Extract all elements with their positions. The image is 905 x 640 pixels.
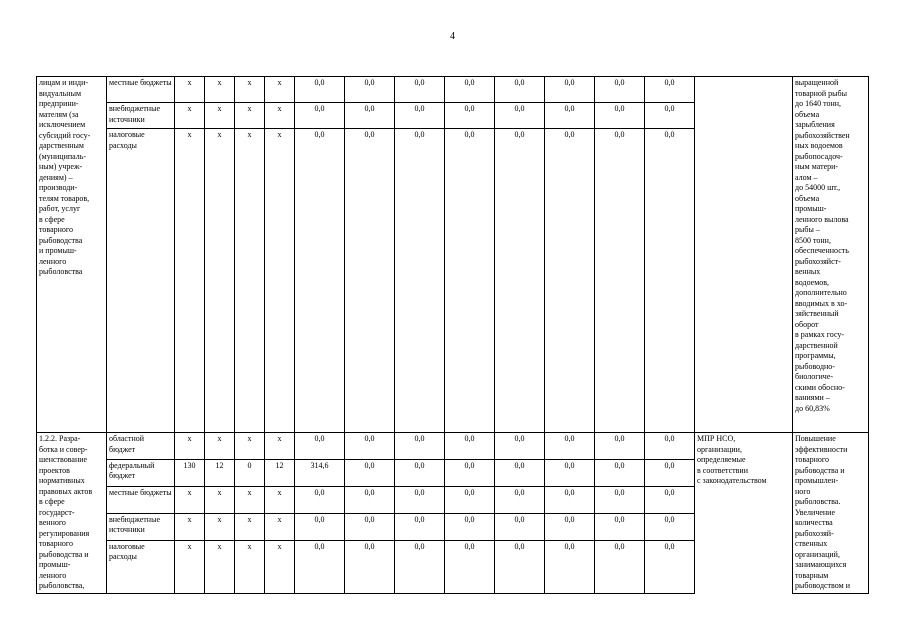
amount-value: 0,0 bbox=[295, 77, 345, 103]
amount-value: 0,0 bbox=[495, 513, 545, 540]
budget-code: x bbox=[175, 103, 205, 129]
budget-code: x bbox=[235, 129, 265, 433]
budget-code: x bbox=[175, 129, 205, 433]
amount-value: 0,0 bbox=[445, 103, 495, 129]
amount-value: 0,0 bbox=[345, 129, 395, 433]
amount-value: 0,0 bbox=[595, 513, 645, 540]
budget-code: x bbox=[175, 486, 205, 513]
budget-code: 130 bbox=[175, 459, 205, 486]
amount-value: 0,0 bbox=[395, 513, 445, 540]
budget-code: x bbox=[205, 103, 235, 129]
amount-value: 0,0 bbox=[645, 540, 695, 593]
executor: МПР НСО, организации, определяемые в соответствии с законодательством bbox=[695, 433, 793, 594]
budget-code: x bbox=[235, 513, 265, 540]
amount-value: 0,0 bbox=[545, 513, 595, 540]
budget-code: x bbox=[205, 77, 235, 103]
funding-source: налоговые расходы bbox=[107, 129, 175, 433]
amount-value: 0,0 bbox=[295, 433, 345, 460]
amount-value: 0,0 bbox=[595, 486, 645, 513]
budget-code: x bbox=[205, 486, 235, 513]
budget-code: x bbox=[235, 77, 265, 103]
budget-code: 12 bbox=[265, 459, 295, 486]
amount-value: 0,0 bbox=[495, 433, 545, 460]
budget-code: x bbox=[265, 433, 295, 460]
amount-value: 0,0 bbox=[495, 459, 545, 486]
budget-code: x bbox=[175, 433, 205, 460]
amount-value: 0,0 bbox=[595, 103, 645, 129]
budget-code: x bbox=[205, 513, 235, 540]
budget-code: 0 bbox=[235, 459, 265, 486]
table-row bbox=[37, 77, 869, 103]
amount-value: 0,0 bbox=[395, 103, 445, 129]
amount-value: 0,0 bbox=[595, 433, 645, 460]
amount-value: 0,0 bbox=[595, 459, 645, 486]
amount-value: 0,0 bbox=[345, 513, 395, 540]
amount-value: 0,0 bbox=[545, 486, 595, 513]
amount-value: 0,0 bbox=[645, 459, 695, 486]
budget-code: x bbox=[235, 540, 265, 593]
amount-value: 0,0 bbox=[395, 129, 445, 433]
amount-value: 0,0 bbox=[595, 129, 645, 433]
budget-code: x bbox=[175, 77, 205, 103]
budget-code: 12 bbox=[205, 459, 235, 486]
amount-value: 0,0 bbox=[645, 103, 695, 129]
expected-result: выращенной товарной рыбы до 1640 тонн, объема зарыбления рыбохозяйствен ных водоемов рыбопосадоч- ным матери- алом – до 54000 шт., объема промыш- ленного вылова рыбы – 8500 тонн, обеспеченность рыбохозяйст- венных водоемов, дополнительно вводимых в хо- зяйственный оборот в рамках госу- дарственной программы, рыбоводно- биологиче- скими обосно- ваниями – до 60,83% bbox=[793, 77, 869, 433]
amount-value: 0,0 bbox=[595, 77, 645, 103]
executor bbox=[695, 77, 793, 433]
amount-value: 0,0 bbox=[445, 129, 495, 433]
amount-value: 314,6 bbox=[295, 459, 345, 486]
amount-value: 0,0 bbox=[345, 540, 395, 593]
amount-value: 0,0 bbox=[395, 540, 445, 593]
page-number: 4 bbox=[450, 31, 455, 42]
amount-value: 0,0 bbox=[495, 103, 545, 129]
amount-value: 0,0 bbox=[495, 129, 545, 433]
amount-value: 0,0 bbox=[545, 129, 595, 433]
amount-value: 0,0 bbox=[345, 77, 395, 103]
amount-value: 0,0 bbox=[295, 486, 345, 513]
budget-code: x bbox=[235, 103, 265, 129]
measure-description: 1.2.2. Разра- ботка и совер- шенствование проектов нормативных правовых актов в сфере государст- венного регулирования товарного рыбоводства и промыш- ленного рыболовства, bbox=[37, 433, 107, 594]
amount-value: 0,0 bbox=[345, 433, 395, 460]
amount-value: 0,0 bbox=[345, 486, 395, 513]
amount-value: 0,0 bbox=[295, 103, 345, 129]
amount-value: 0,0 bbox=[445, 540, 495, 593]
amount-value: 0,0 bbox=[645, 129, 695, 433]
amount-value: 0,0 bbox=[445, 513, 495, 540]
amount-value: 0,0 bbox=[395, 77, 445, 103]
budget-code: x bbox=[265, 103, 295, 129]
table-row bbox=[37, 433, 869, 460]
amount-value: 0,0 bbox=[545, 103, 595, 129]
amount-value: 0,0 bbox=[445, 486, 495, 513]
funding-source: налоговые расходы bbox=[107, 540, 175, 593]
budget-table bbox=[36, 76, 869, 594]
amount-value: 0,0 bbox=[395, 459, 445, 486]
budget-code: x bbox=[265, 77, 295, 103]
measure-description: лицам и инди- видуальным предприни- мателям (за исключением субсидий госу- дарственным (муниципаль- ным) учреж- дениям) – производи- телям товаров, работ, услуг в сфере товарного рыбоводства и промыш- ленного рыболовства bbox=[37, 77, 107, 433]
amount-value: 0,0 bbox=[495, 77, 545, 103]
budget-code: x bbox=[265, 129, 295, 433]
amount-value: 0,0 bbox=[295, 513, 345, 540]
budget-code: x bbox=[265, 540, 295, 593]
amount-value: 0,0 bbox=[445, 459, 495, 486]
amount-value: 0,0 bbox=[545, 433, 595, 460]
budget-code: x bbox=[265, 513, 295, 540]
expected-result: Повышение эффективности товарного рыбоводства и промышлен- ного рыболовства. Увеличение количества рыбохозяй- ственных организаций, занимающихся товарным рыбоводством и bbox=[793, 433, 869, 594]
funding-source: внебюджетные источники bbox=[107, 513, 175, 540]
amount-value: 0,0 bbox=[445, 433, 495, 460]
funding-source: федеральный бюджет bbox=[107, 459, 175, 486]
amount-value: 0,0 bbox=[545, 77, 595, 103]
funding-source: областной бюджет bbox=[107, 433, 175, 460]
budget-code: x bbox=[235, 433, 265, 460]
budget-code: x bbox=[205, 540, 235, 593]
amount-value: 0,0 bbox=[645, 77, 695, 103]
funding-source: местные бюджеты bbox=[107, 486, 175, 513]
budget-code: x bbox=[175, 513, 205, 540]
budget-code: x bbox=[205, 433, 235, 460]
amount-value: 0,0 bbox=[645, 486, 695, 513]
amount-value: 0,0 bbox=[395, 433, 445, 460]
amount-value: 0,0 bbox=[545, 540, 595, 593]
amount-value: 0,0 bbox=[645, 433, 695, 460]
amount-value: 0,0 bbox=[395, 486, 445, 513]
amount-value: 0,0 bbox=[345, 459, 395, 486]
amount-value: 0,0 bbox=[495, 540, 545, 593]
funding-source: местные бюджеты bbox=[107, 77, 175, 103]
budget-code: x bbox=[175, 540, 205, 593]
amount-value: 0,0 bbox=[345, 103, 395, 129]
funding-source: внебюджетные источники bbox=[107, 103, 175, 129]
amount-value: 0,0 bbox=[545, 459, 595, 486]
budget-code: x bbox=[235, 486, 265, 513]
budget-code: x bbox=[265, 486, 295, 513]
budget-code: x bbox=[205, 129, 235, 433]
table-body bbox=[37, 77, 869, 594]
amount-value: 0,0 bbox=[445, 77, 495, 103]
amount-value: 0,0 bbox=[295, 129, 345, 433]
amount-value: 0,0 bbox=[595, 540, 645, 593]
amount-value: 0,0 bbox=[295, 540, 345, 593]
amount-value: 0,0 bbox=[645, 513, 695, 540]
amount-value: 0,0 bbox=[495, 486, 545, 513]
